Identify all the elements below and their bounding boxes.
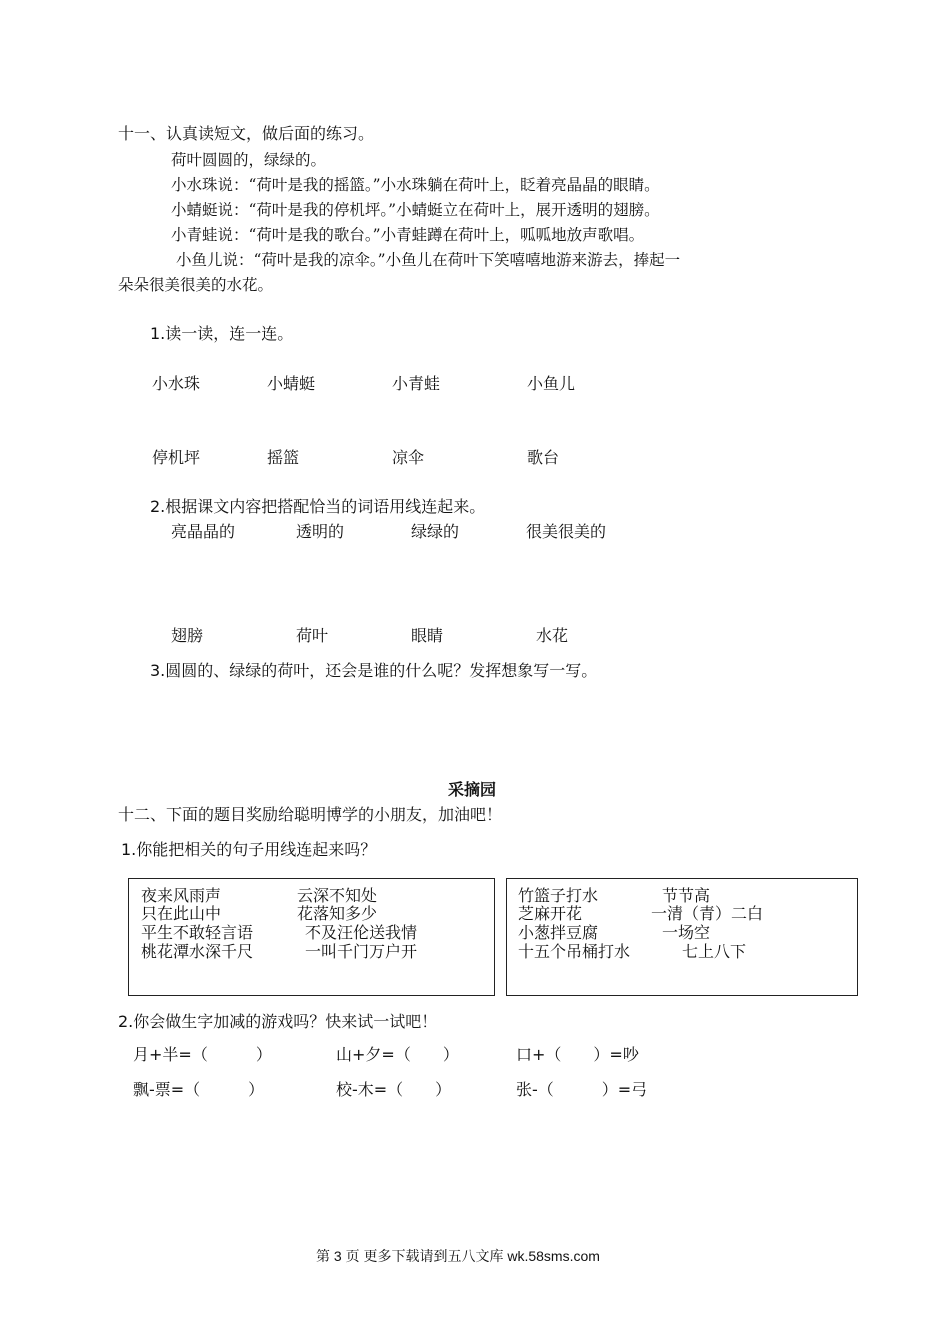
- q1-top-3: 小青蛙: [392, 374, 441, 393]
- poem-match-box: [128, 878, 495, 996]
- idiom-right-2: 一清（青）二白: [651, 904, 764, 923]
- page-footer: 第 3 页 更多下载请到五八文库 wk.58sms.com: [316, 1248, 600, 1264]
- q2-title: 2.根据课文内容把搭配恰当的词语用线连起来。: [150, 497, 486, 516]
- passage-line-2: 小水珠说：“荷叶是我的摇篮。”小水珠躺在荷叶上，眨着亮晶晶的眼睛。: [171, 176, 660, 194]
- poem-right-3: 不及汪伦送我情: [305, 923, 418, 942]
- q2-top-2: 透明的: [296, 522, 345, 541]
- idiom-right-1: 节节高: [662, 886, 711, 905]
- poem-left-2: 只在此山中: [141, 904, 222, 923]
- poem-right-2: 花落知多少: [297, 904, 378, 923]
- q1-bottom-1: 停机坪: [152, 448, 201, 467]
- q2-bottom-4: 水花: [536, 626, 569, 645]
- idiom-right-3: 一场空: [662, 923, 711, 942]
- q3-title: 3.圆圆的、绿绿的荷叶，还会是谁的什么呢？发挥想象写一写。: [150, 661, 598, 680]
- poem-right-4: 一叫千门万户开: [305, 942, 418, 961]
- passage-line-1: 荷叶圆圆的，绿绿的。: [171, 151, 327, 169]
- idiom-left-4: 十五个吊桶打水: [518, 942, 631, 961]
- char-game-4: 飘-票=（ ）: [133, 1080, 265, 1099]
- s12-q1-title: 1.你能把相关的句子用线连起来吗？: [121, 840, 377, 859]
- q1-bottom-4: 歌台: [527, 448, 560, 467]
- q1-top-1: 小水珠: [152, 374, 201, 393]
- poem-left-3: 平生不敢轻言语: [141, 923, 254, 942]
- idiom-match-box: [506, 878, 858, 996]
- idiom-left-3: 小葱拌豆腐: [518, 923, 599, 942]
- q1-bottom-2: 摇篮: [267, 448, 300, 467]
- passage-line-4: 小青蛙说：“荷叶是我的歌台。”小青蛙蹲在荷叶上，呱呱地放声歌唱。: [171, 226, 645, 244]
- char-game-1: 月+半=（ ）: [133, 1045, 272, 1064]
- q2-bottom-3: 眼睛: [411, 626, 444, 645]
- char-game-5: 校-木=（ ）: [336, 1080, 452, 1099]
- q2-top-1: 亮晶晶的: [171, 522, 236, 541]
- q2-top-4: 很美很美的: [526, 522, 607, 541]
- section11-heading: 十一、认真读短文，做后面的练习。: [118, 124, 375, 143]
- passage-line-5: 小鱼儿说：“荷叶是我的凉伞。”小鱼儿在荷叶下笑嘻嘻地游来游去，捧起一: [176, 251, 681, 269]
- q2-bottom-2: 荷叶: [296, 626, 329, 645]
- q2-bottom-1: 翅膀: [171, 626, 204, 645]
- poem-right-1: 云深不知处: [297, 886, 378, 905]
- passage-line-3: 小蜻蜓说：“荷叶是我的停机坪。”小蜻蜓立在荷叶上，展开透明的翅膀。: [171, 201, 660, 219]
- q2-top-3: 绿绿的: [411, 522, 460, 541]
- section12-heading: 十二、下面的题目奖励给聪明博学的小朋友，加油吧！: [118, 805, 503, 824]
- q1-top-2: 小蜻蜓: [267, 374, 316, 393]
- passage-line-6: 朵朵很美很美的水花。: [118, 276, 274, 294]
- idiom-left-1: 竹篮子打水: [518, 886, 599, 905]
- q1-title: 1.读一读，连一连。: [150, 324, 294, 343]
- q1-bottom-3: 凉伞: [392, 448, 425, 467]
- poem-left-1: 夜来风雨声: [141, 886, 222, 905]
- garden-title: 采摘园: [448, 780, 497, 799]
- char-game-3: 口+（ ）=吵: [516, 1045, 639, 1064]
- poem-left-4: 桃花潭水深千尺: [141, 942, 254, 961]
- s12-q2-title: 2.你会做生字加减的游戏吗？快来试一试吧！: [118, 1012, 438, 1031]
- char-game-2: 山+夕=（ ）: [336, 1045, 459, 1064]
- char-game-6: 张-（ ）=弓: [516, 1080, 648, 1099]
- idiom-right-4: 七上八下: [682, 942, 747, 961]
- idiom-left-2: 芝麻开花: [518, 904, 583, 923]
- q1-top-4: 小鱼儿: [527, 374, 576, 393]
